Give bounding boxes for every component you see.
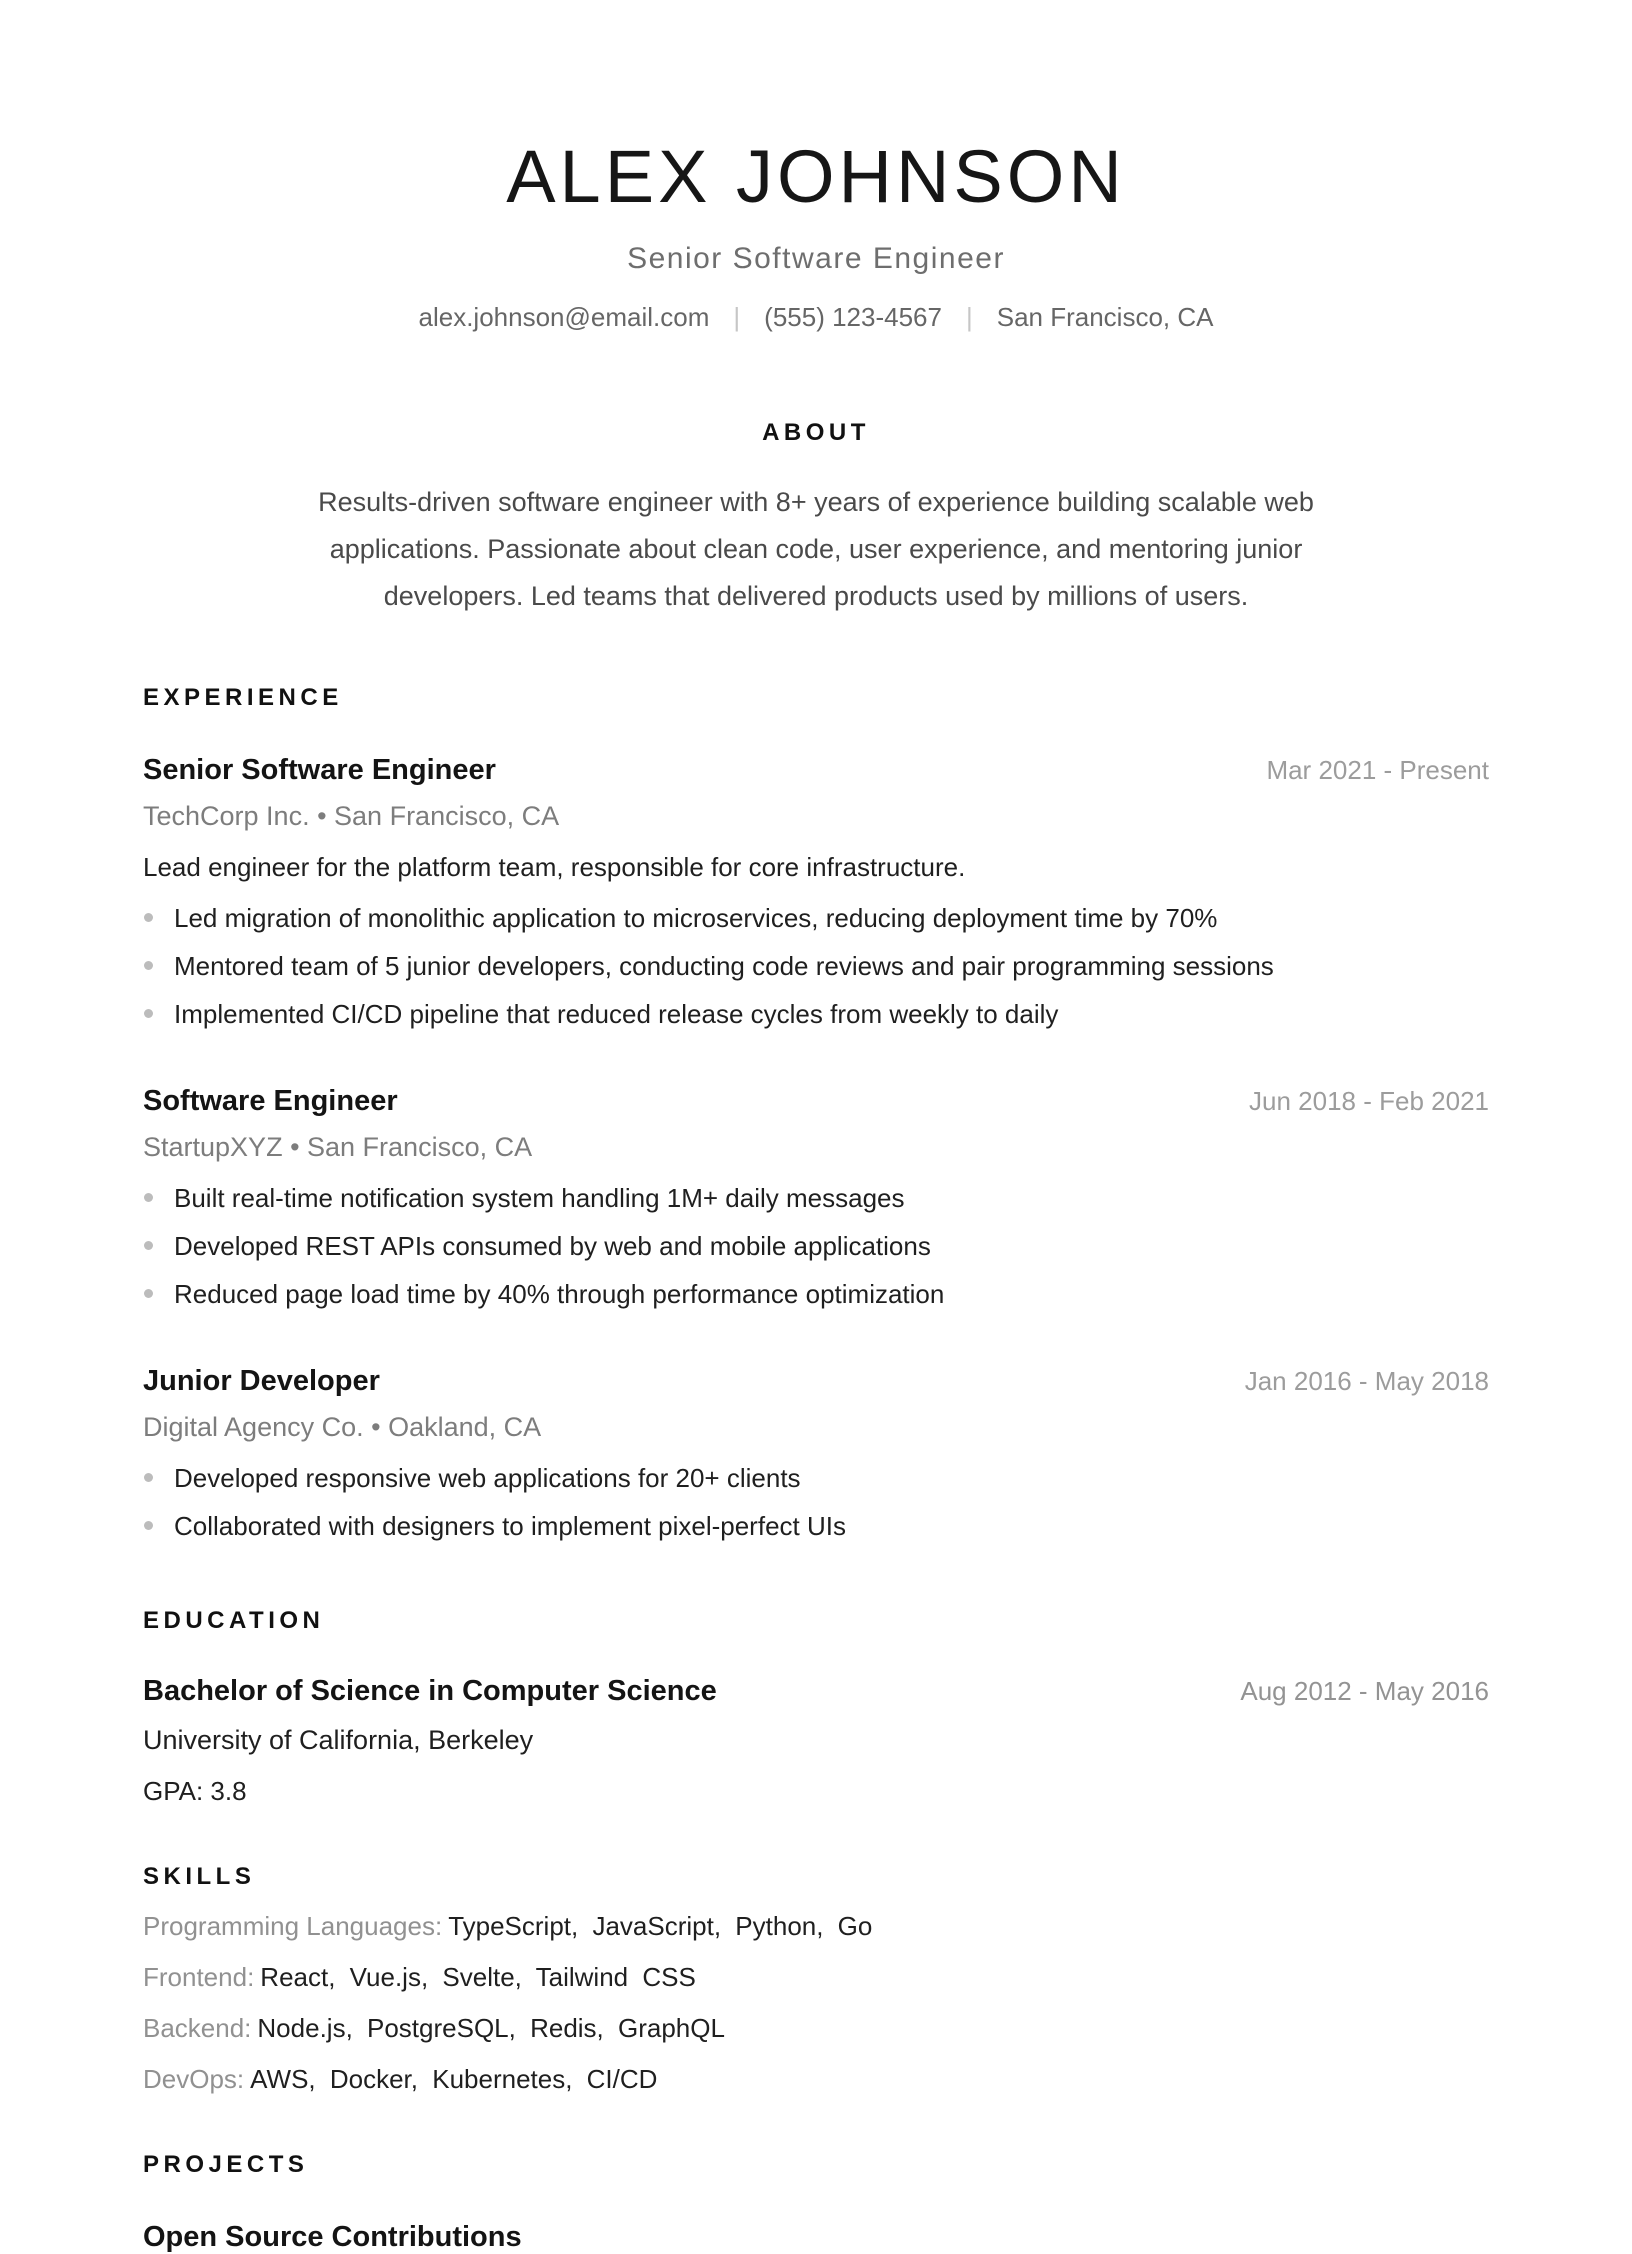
- skill-row: [143, 2064, 1489, 2095]
- bullet-dot-icon: [144, 913, 153, 922]
- resume-header: [143, 135, 1489, 333]
- education-heading: EDUCATION: [143, 1607, 325, 1634]
- education-school: University of California, Berkeley: [143, 1725, 534, 1755]
- job-bullet-list: [143, 1183, 1489, 1309]
- contact-divider: |: [733, 302, 741, 332]
- projects-section: [143, 2151, 1489, 2254]
- bullet-dot-icon: [144, 1473, 153, 1482]
- job-entry: [143, 1085, 1489, 1309]
- job-bullet-list: [143, 1463, 1489, 1541]
- bullet-dot-icon: [144, 1521, 153, 1530]
- job-header: [143, 1365, 1489, 1398]
- job-bullet-text: Built real-time notification system handling 1M+ daily messages: [174, 1183, 905, 1213]
- skills-heading: SKILLS: [143, 1863, 256, 1890]
- about-section: [143, 419, 1489, 620]
- education-section: [143, 1607, 1489, 1807]
- job-bullet: [143, 999, 1489, 1029]
- job-bullet: [143, 1231, 1489, 1261]
- experience-heading: EXPERIENCE: [143, 684, 343, 711]
- contact-location: San Francisco, CA: [996, 302, 1214, 332]
- job-company: StartupXYZ • San Francisco, CA: [143, 1132, 533, 1162]
- job-bullet-text: Developed REST APIs consumed by web and mobile applications: [174, 1231, 931, 1261]
- job-bullet-text: Collaborated with designers to implement pixel-perfect UIs: [174, 1511, 846, 1541]
- job-bullet: [143, 1463, 1489, 1493]
- job-bullet-text: Mentored team of 5 junior developers, conducting code reviews and pair programming sessions: [174, 951, 1274, 981]
- job-bullet-text: Led migration of monolithic application to microservices, reducing deployment time by 70%: [174, 903, 1218, 933]
- education-dates: Aug 2012 - May 2016: [1240, 1676, 1489, 1706]
- contact-line: [143, 302, 1489, 333]
- job-title: Junior Developer: [143, 1365, 380, 1397]
- experience-section: [143, 684, 1489, 1541]
- about-summary: Results-driven software engineer with 8+ years of experience building scalable web applications. Passionate about clean code, user experience, and mentoring junior developers. Led teams that delivered products used by millions of users.: [318, 487, 1314, 611]
- skill-row: [143, 1911, 1489, 1942]
- job-entry: [143, 754, 1489, 1029]
- job-bullet: [143, 1511, 1489, 1541]
- bullet-dot-icon: [144, 1009, 153, 1018]
- job-bullet: [143, 1279, 1489, 1309]
- skill-category-label: Backend:: [143, 2013, 252, 2043]
- job-title: Senior Software Engineer: [143, 754, 496, 786]
- projects-heading: PROJECTS: [143, 2151, 309, 2178]
- education-gpa: GPA: 3.8: [143, 1776, 247, 1806]
- bullet-dot-icon: [144, 961, 153, 970]
- job-company: Digital Agency Co. • Oakland, CA: [143, 1412, 542, 1442]
- skill-items: TypeScript, JavaScript, Python, Go: [448, 1911, 873, 1941]
- bullet-dot-icon: [144, 1289, 153, 1298]
- job-bullet: [143, 1183, 1489, 1213]
- job-bullet-text: Developed responsive web applications for 20+ clients: [174, 1463, 801, 1493]
- job-dates: Jun 2018 - Feb 2021: [1249, 1086, 1489, 1116]
- job-bullet-text: Implemented CI/CD pipeline that reduced release cycles from weekly to daily: [174, 999, 1059, 1029]
- skill-row: [143, 1962, 1489, 1993]
- skills-section: [143, 1863, 1489, 2095]
- skill-category-label: Frontend:: [143, 1962, 255, 1992]
- skill-items: AWS, Docker, Kubernetes, CI/CD: [250, 2064, 658, 2094]
- person-title: Senior Software Engineer: [627, 242, 1005, 275]
- bullet-dot-icon: [144, 1241, 153, 1250]
- job-company: TechCorp Inc. • San Francisco, CA: [143, 801, 560, 831]
- skill-category-label: Programming Languages:: [143, 1911, 443, 1941]
- bullet-dot-icon: [144, 1193, 153, 1202]
- skill-items: React, Vue.js, Svelte, Tailwind CSS: [260, 1962, 696, 1992]
- job-dates: Mar 2021 - Present: [1266, 755, 1489, 785]
- about-heading: ABOUT: [762, 419, 870, 446]
- education-degree: Bachelor of Science in Computer Science: [143, 1675, 717, 1707]
- job-description: Lead engineer for the platform team, responsible for core infrastructure.: [143, 852, 966, 882]
- contact-phone: (555) 123-4567: [764, 302, 942, 332]
- skill-row: [143, 2013, 1489, 2044]
- skill-items: Node.js, PostgreSQL, Redis, GraphQL: [257, 2013, 725, 2043]
- contact-email: alex.johnson@email.com: [418, 302, 710, 332]
- job-bullet-text: Reduced page load time by 40% through performance optimization: [174, 1279, 945, 1309]
- contact-divider: |: [965, 302, 973, 332]
- job-dates: Jan 2016 - May 2018: [1244, 1366, 1489, 1396]
- job-entry: [143, 1365, 1489, 1541]
- job-bullet: [143, 903, 1489, 933]
- project-title: Open Source Contributions: [143, 2221, 522, 2253]
- skill-category-label: DevOps:: [143, 2064, 245, 2094]
- job-title: Software Engineer: [143, 1085, 398, 1117]
- education-entry-header: [143, 1675, 1489, 1708]
- job-header: [143, 1085, 1489, 1118]
- job-bullet-list: [143, 903, 1489, 1029]
- person-name: ALEX JOHNSON: [506, 135, 1126, 218]
- job-header: [143, 754, 1489, 787]
- job-bullet: [143, 951, 1489, 981]
- resume-document: [143, 0, 1489, 2254]
